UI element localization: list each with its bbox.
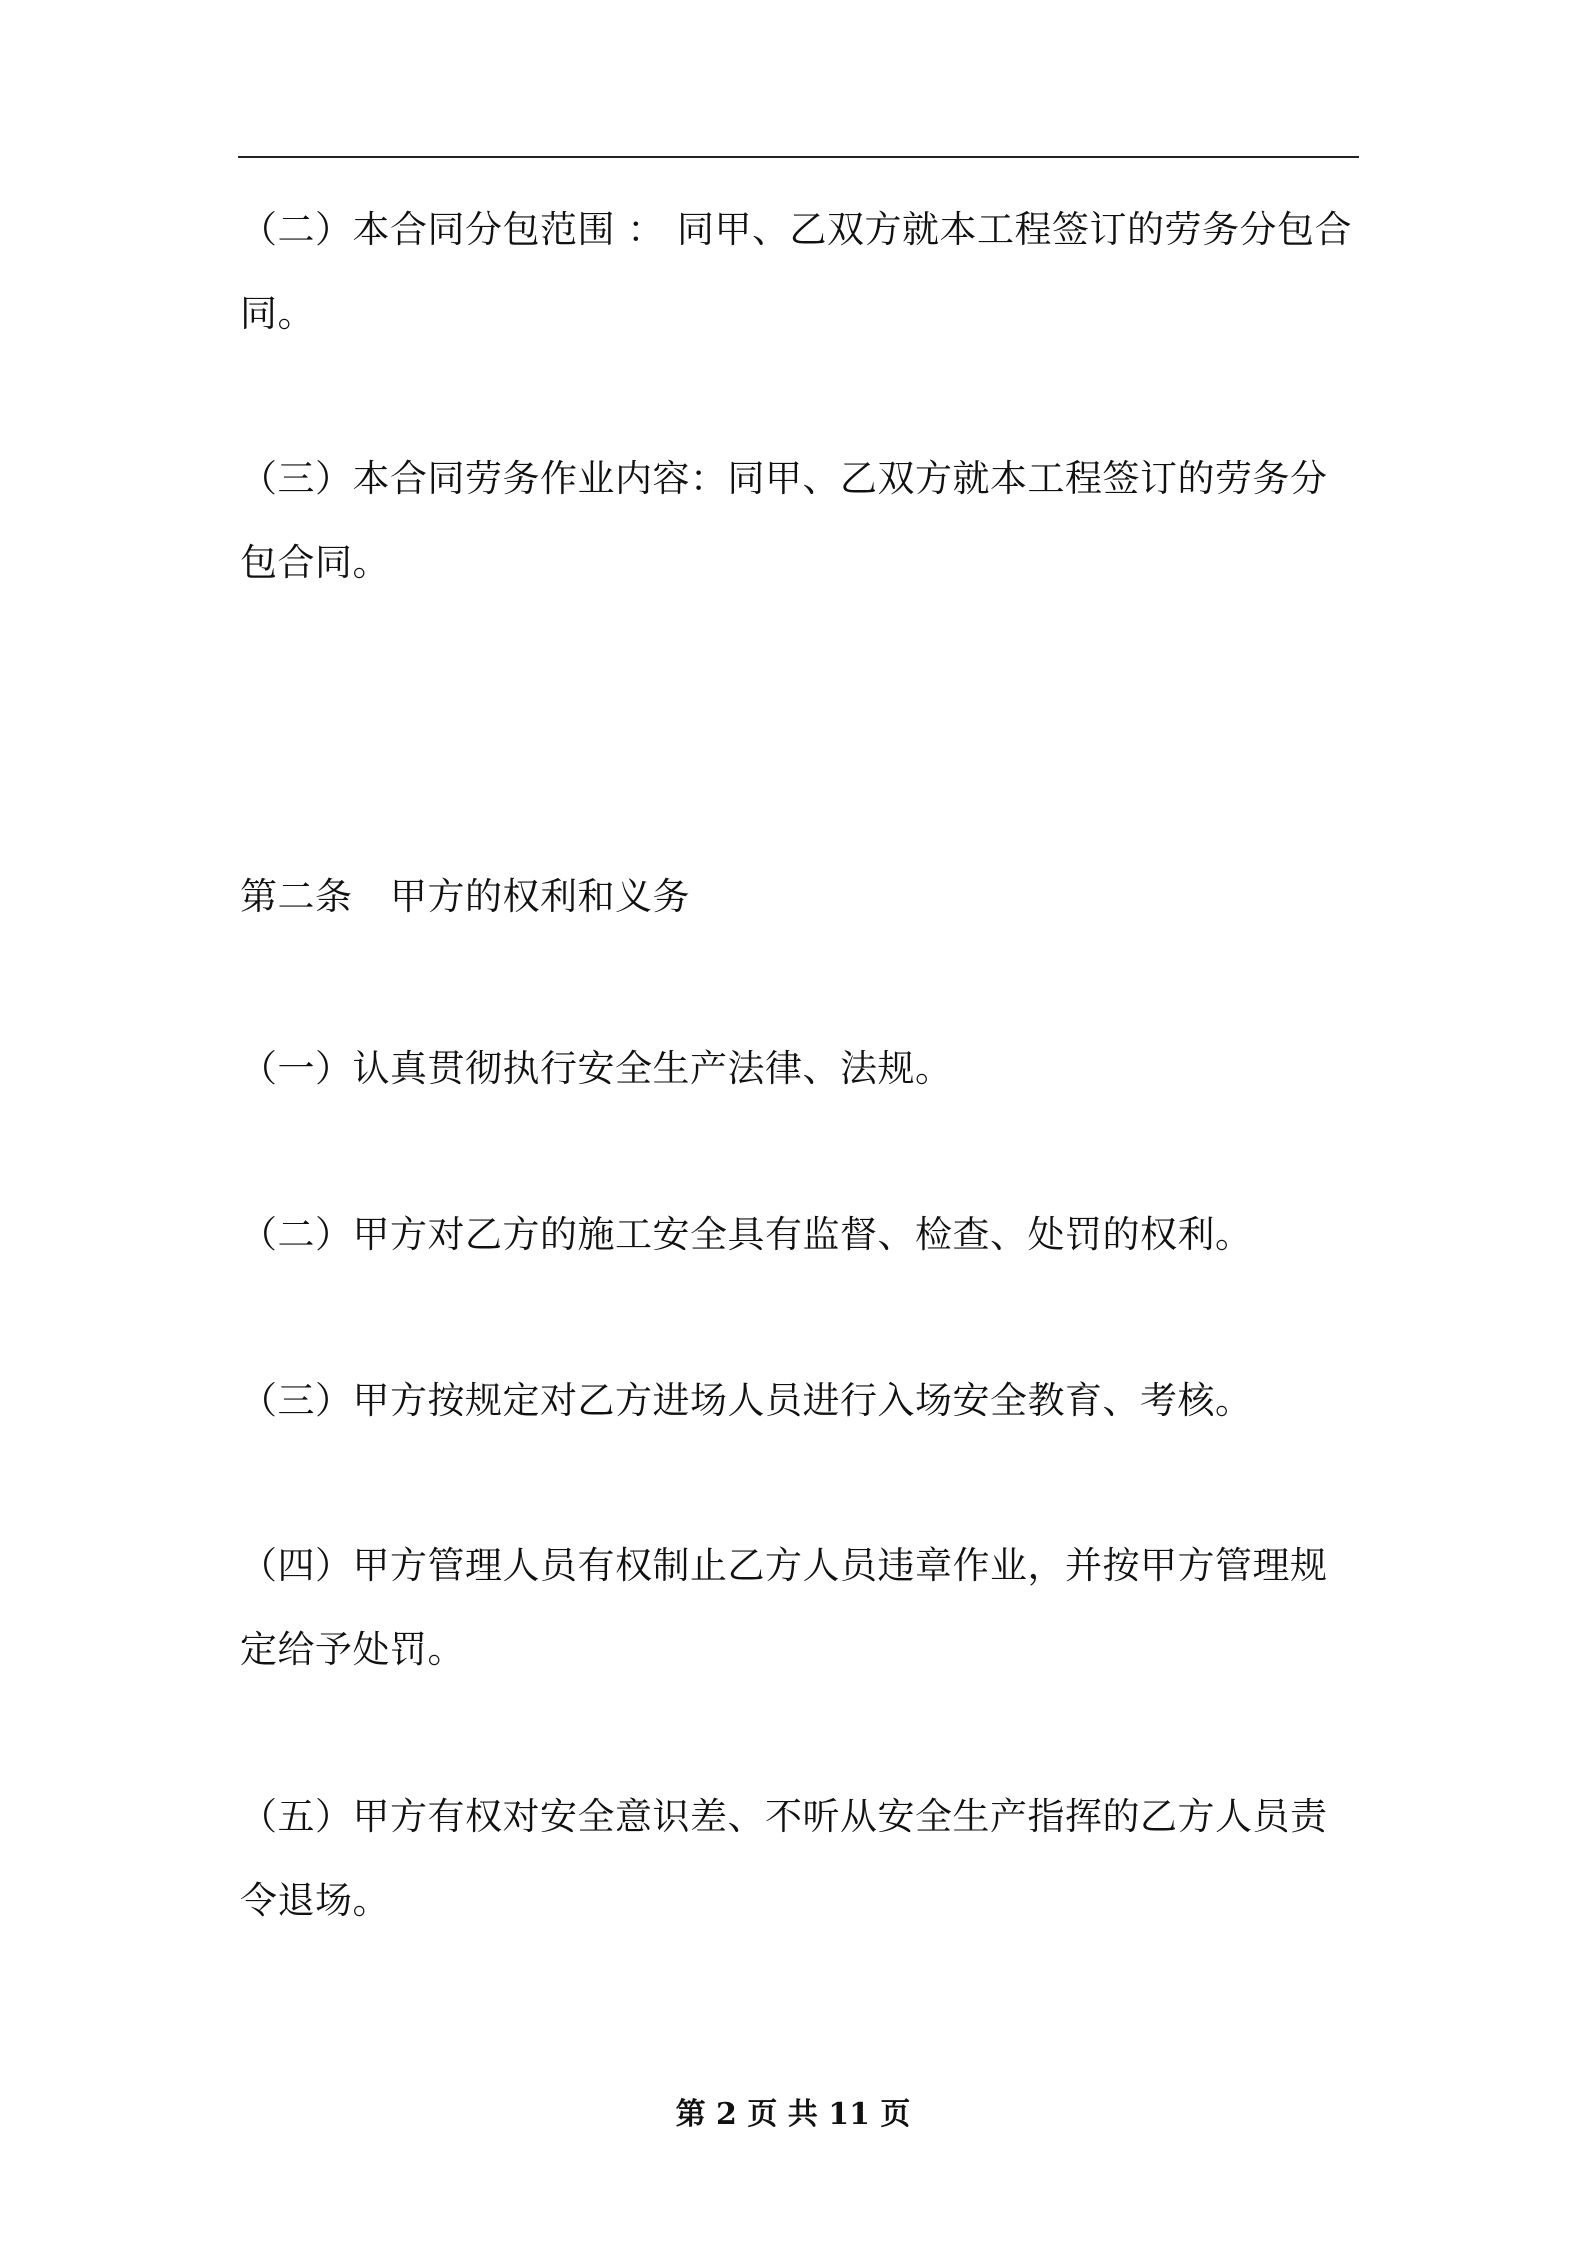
header-rule <box>238 156 1359 158</box>
paragraph-work-content: （三）本合同劳务作业内容：同甲、乙双方就本工程签订的劳务分包合同。 <box>240 457 1328 584</box>
list-item: （四）甲方管理人员有权制止乙方人员违章作业，并按甲方管理规定给予处罚。 <box>240 1544 1328 1671</box>
section-heading: 第二条 甲方的权利和义务 <box>240 875 690 918</box>
list-item: （一）认真贯彻执行安全生产法律、法规。 <box>240 1047 953 1090</box>
list-item: （三）甲方按规定对乙方进场人员进行入场安全教育、考核。 <box>240 1379 1253 1422</box>
list-item: （二）甲方对乙方的施工安全具有监督、检查、处罚的权利。 <box>240 1213 1253 1256</box>
list-item: （五）甲方有权对安全意识差、不听从安全生产指挥的乙方人员责令退场。 <box>240 1795 1328 1922</box>
paragraph-scope: （二）本合同分包范围 ： 同甲、乙双方就本工程签订的劳务分包合同。 <box>240 208 1353 335</box>
page-number-footer: 第 2 页 共 11 页 <box>675 2097 911 2132</box>
